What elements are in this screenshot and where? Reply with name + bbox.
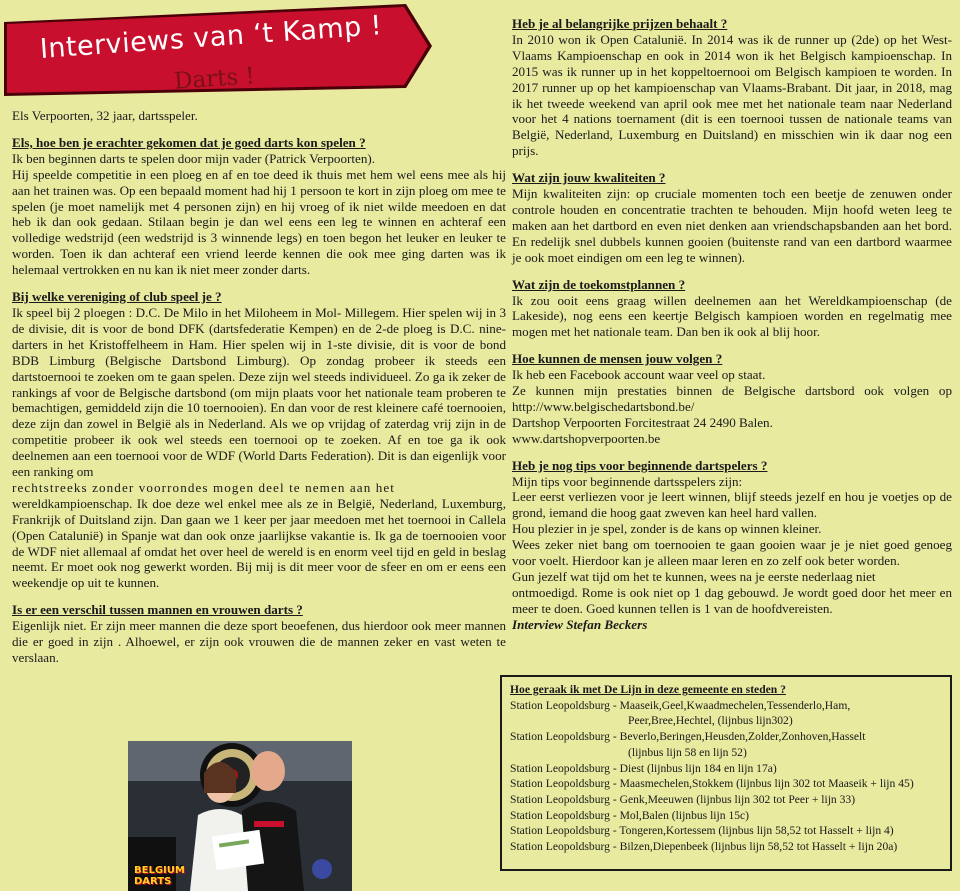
intro-line: Els Verpoorten, 32 jaar, dartsspeler. — [12, 108, 198, 123]
de-lijn-routes-box — [500, 675, 952, 871]
answer-paragraph: Hij speelde competitie in een ploeg en af en toe deed ik thuis met hem wel eens mee als hij aan het trainen was. Op een bepaald moment had hij 1 persoon te kort in zijn ploeg om mee te spelen (je moet namelijk met 4 personen zijn) en hij vroeg of ik niet wilde meedoen en dat heb ik dan ook gedaan. Stilaan begin je dan wel eens een leg te winnen en achteraf een volledige wedstrijd (een wedstrijd is 3 winnende legs) en toen begon het leuker en leuker te worden. Toen ik dan achteraf een vriend leerde kennen die ook mee ging darten was ik helemaal vertrokken en nu kan ik niet meer zonder darts. — [12, 166, 506, 278]
banner-title: Interviews van ‘t Kamp ! — [38, 10, 384, 65]
answer-paragraph: Gun jezelf wat tijd om het te kunnen, wees na je eerste nederlaag niet — [512, 569, 876, 584]
route-line: Station Leopoldsburg - Maasmechelen,Stokkem (lijnbus lijn 302 tot Maaseik + lijn 45) — [510, 777, 914, 791]
de-lijn-title: Hoe geraak ik met De Lijn in deze gemeente en steden ? — [510, 683, 786, 696]
question-club: Bij welke vereniging of club speel je ? — [12, 289, 222, 305]
route-line-continued: (lijnbus lijn 58 en lijn 52) — [628, 745, 747, 759]
banner-subtitle: Darts ! — [173, 63, 256, 95]
shop-website-link[interactable]: www.dartshopverpoorten.be — [512, 430, 661, 446]
answer-paragraph: Ik zou ooit eens graag willen deelnemen aan het Wereldkampioenschap (de Lakeside), nog eens een keertje Belgisch kampioen worden en regelmatig mee mogen met het nationale team. Dan ben ik ook al blij hoor. — [512, 292, 952, 340]
route-line: Station Leopoldsburg - Tongeren,Kortessem (lijnbus lijn 58,52 tot Hasselt + lijn 4) — [510, 824, 894, 838]
route-line: Station Leopoldsburg - Genk,Meeuwen (lijnbus lijn 302 tot Peer + lijn 33) — [510, 792, 856, 806]
question-future-plans: Wat zijn de toekomstplannen ? — [512, 276, 686, 292]
question-men-women: Is er een verschil tussen mannen en vrouwen darts ? — [12, 602, 303, 618]
question-qualities: Wat zijn jouw kwaliteiten ? — [512, 170, 666, 186]
left-column — [12, 108, 506, 666]
answer-paragraph: Wees zeker niet bang om toernooien te gaan gooien waar je je niet goed genoeg voor voelt. Hierdoor kan je alleen maar leren en zo zelf ook beter worden. — [512, 537, 952, 569]
answer-paragraph: Ik heb een Facebook account waar veel op staat. — [512, 367, 766, 383]
answer-paragraph: Mijn tips voor beginnende dartsspelers zijn: — [512, 473, 743, 489]
answer-paragraph: wereldkampioenschap. Ik doe deze wel enkel mee als ze in België, Nederland, Luxemburg, Frankrijk of Duitsland zijn. Dan gaan we 1 keer per jaar meedoen met het toernooi in Callela (Open Catalunië) in Spanje wat dan ook onze jaarlijkse vakantie is. Ik ga de toernooien voor de WDF niet allemaal af omdat het over heel de wereld is en enorm veel tijd en geld in beslag neemt. Er moet ook nog gewerkt worden. Bij mij is dit meer voor de sfeer en om er eens een weekendje op uit te kunnen. — [12, 495, 506, 591]
route-line-continued: Peer,Bree,Hechtel, (lijnbus lijn302) — [628, 714, 793, 728]
route-line: Station Leopoldsburg - Beverlo,Beringen,Heusden,Zolder,Zonhoven,Hasselt — [510, 730, 866, 744]
answer-paragraph: Ik speel bij 2 ploegen : D.C. De Milo in het Miloheem in Mol- Millegem. Hier spelen wij in 3 de divisie, dit is voor de bond DFK (dartsfederatie Kempen) en de 2-de ploeg is D.C. nine-darters in het Kristoffelheem in Ham. Hier spelen wij in 1-ste divisie, dit is voor de bond BDB Limburg (Belgische Dartsbond Limburg). Op zondag probeer ik steeds een dartstoernooi te zoeken om te gaan spelen. Deze zijn wel steeds individueel. Zo ga ik zeker de rankings af voor de Belgische dartsbond (om mijn plaats voor het nationale team proberen te bemachtigen, gemiddeld zijn die 10 toernooien). En dan voor de rest kleinere café toernooien, deze zijn dan zowel in België als in Nederland. Als we op vrijdag of zaterdag vrij zijn in de competitie probeer ik ook wel steeds een toernooi op te zoeken. Af en toe ga ik ook deelnemen aan een toernooi voor de WDF (World Darts Federation). Dit is dan eigenlijk voor een ranking om — [12, 304, 506, 480]
shop-address: Dartshop Verpoorten Forcitestraat 24 2490 Balen. — [512, 414, 773, 430]
question-how-started: Els, hoe ben je erachter gekomen dat je goed darts kon spelen ? — [12, 134, 366, 150]
question-tips: Heb je nog tips voor beginnende dartspelers ? — [512, 457, 768, 473]
answer-paragraph: Hou plezier in je spel, zonder is de kans op winnen kleiner. — [512, 521, 822, 537]
route-line: Station Leopoldsburg - Bilzen,Diepenbeek (lijnbus lijn 58,52 tot Hasselt + lijn 20a) — [510, 840, 898, 854]
players-photo — [128, 741, 352, 891]
answer-paragraph: Eigenlijk niet. Er zijn meer mannen die deze sport beoefenen, dus hierdoor ook meer mannen die er goed in zijn . Alhoewel, er zijn ook vrouwen die de mannen zeker en vast weten te verslaan. — [12, 618, 506, 665]
answer-paragraph: Ze kunnen mijn prestaties binnen de Belgische dartsbord ook volgen op http://www.belgischedartsbond.be/ — [512, 383, 952, 414]
question-follow: Hoe kunnen de mensen jouw volgen ? — [512, 351, 723, 367]
answer-paragraph: Leer eerst verliezen voor je leert winnen, blijf steeds jezelf en hou je voetjes op de grond, iemand die hoog gaat zweven kan heel hard vallen. — [512, 489, 952, 521]
route-line: Station Leopoldsburg - Maaseik,Geel,Kwaadmechelen,Tessenderlo,Ham, — [510, 698, 851, 712]
answer-paragraph: rechtstreeks zonder voorrondes mogen deel te nemen aan het — [12, 479, 396, 495]
route-line: Station Leopoldsburg - Mol,Balen (lijnbus lijn 15c) — [510, 808, 750, 822]
right-column — [512, 16, 952, 633]
title-banner — [4, 4, 432, 96]
answer-paragraph: ontmoedigd. Rome is ook niet op 1 dag gebouwd. Je wordt goed door het meer en meer te doen. Goed kunnen tellen is 1 van de hoofdvereisten. — [512, 584, 952, 616]
question-prizes: Heb je al belangrijke prijzen behaalt ? — [512, 16, 728, 31]
answer-paragraph: Ik ben beginnen darts te spelen door mijn vader (Patrick Verpoorten). — [12, 150, 375, 166]
belgium-darts-logo: BELGIUM DARTS — [134, 865, 185, 887]
answer-paragraph: In 2010 won ik Open Catalunië. In 2014 was ik de runner up (2de) op het West-Vlaams Kampioenschap en ook in 2014 won ik het Belgisch kampioenschap. In 2015 was ik runner up in het koppeltoernooi om Belgisch kampioen te worden. In 2017 runner up op het kampioenschap van Vlaams-Brabant. Dit jaar, in 2018, mag ik het tweede weekend van april ook mee met het nationale team naar Nederland voor het 4 nations toernament (dit is een toernooi tussen de nationale teams van België, Nederland, Luxemburg en Duitsland) en misschien win ik daar nog een prijs. — [512, 31, 952, 159]
answer-paragraph: Mijn kwaliteiten zijn: op cruciale momenten toch een beetje de zenuwen onder controle houden en concentratie trachten te behouden. Mijn hoofd weten leeg te maken aan het dartbord en even niet denken aan vriendschapsbanden aan het bord. En redelijk snel dubbels kunnen gooien (buitenste rand van een dartbord waarmee je ook moet eindigen om een leg te winnen). — [512, 186, 952, 265]
route-line: Station Leopoldsburg - Diest (lijnbus lijn 184 en lijn 17a) — [510, 761, 777, 775]
interviewer-signature: Interview Stefan Beckers — [512, 616, 648, 632]
